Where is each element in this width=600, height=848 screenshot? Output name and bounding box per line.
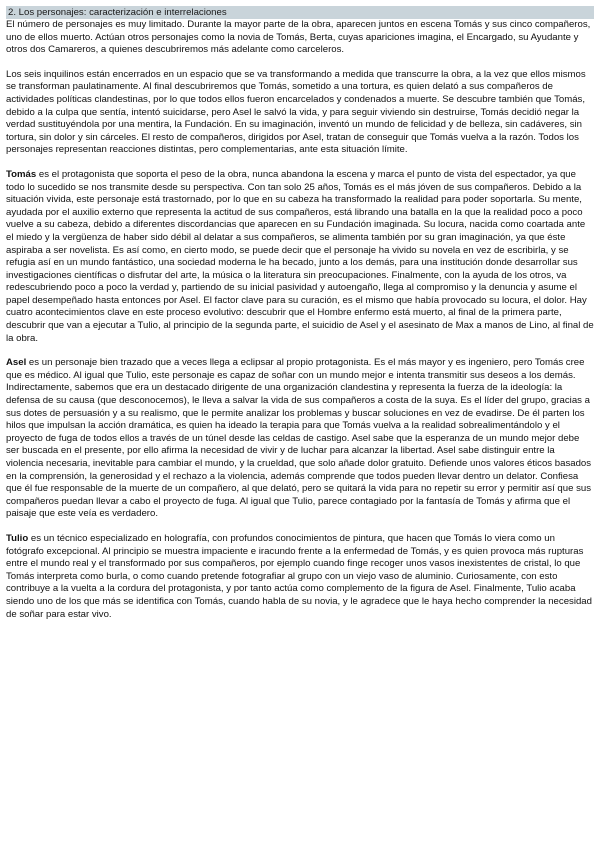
paragraph-text: es el protagonista que soporta el peso de la obra, nunca abandona la escena y marca el punto de vista del espectador, ya que todo lo sucedido se nos transmite desde su perspectiva. Con tan solo 25 años, Tomás es el más jóven de sus compañeros. Debido a la situación vivida, este personaje está trastornado, por lo que en su cabeza ha transformado la realidad para poder soportarla. Su mente, ayudada por el auxilio externo que representa la actitud de sus compañeros, está librando una batalla en la que la realidad poco a poco vuelve a su cabeza, debido a diferentes discordancias que aparecen en su Fundación imaginada. Su locura, nacida como coartada ante el miedo y la vergüenza de haber sido débil al delatar a sus compañeros, se alimenta también por su gran imaginación, ya que éste aspiraba a ser novelista. Es así como, en cierto modo, se puede decir que el personaje ha vivido su novela en vez de escribirla, y se refugia así en un mundo fantástico, una sociedad moderna le ha becado, junto a los demás, para una institución donde desarrollar sus investigaciones científicas o disfrutar del arte, la música o la literatura sin preocupaciones. Finalmente, con la ayuda de los otros, va redescubriendo poco a poco la verdad y, partiendo de su inicial pasividad y autoengaño, llega al compromiso y la denuncia y asume el papel desempeñado hasta entonces por Asel. El factor clave para su curación, es el mismo que había provocado su locura, el dolor. Hay cuatro acontecimientos clave en este proceso evolutivo: descubrir que el Hombre enfermo está muerto, al final de la primera parte, descubrir que van a ejecutar a Tulio, al principio de la segunda parte, el suicidio de Asel y el asesinato de Max a manos de Lino, al final de la obra. — [6, 168, 594, 344]
paragraph-tulio — [6, 533, 594, 621]
paragraph-text: es un técnico especializado en holografía, con profundos conocimientos de pintura, que hacen que Tomás lo viera como un fotógrafo excepcional. Al principio se muestra impaciente e iracundo frente a la enfermedad de Tomás, y es quien provoca más rupturas entre el mundo real y el transformado por sus compañeros, por ejemplo cuando finge recoger unos vasos inexistentes de cristal, lo que Tomás interpreta como burla, o como cuando pretende fotografiar al grupo con un viejo vaso de aluminio. Curiosamente, con esto contribuye a la vuelta a la cordura del protagonista, y por tanto actúa como complemento de la figura de Asel. Finalmente, Tulio acaba siendo uno de los que más se identifica con Tomás, cuando habla de su novia, y le agradece que le haya hecho comprender la necesidad de soñar para estar vivo. — [6, 532, 592, 620]
character-name-asel: Asel — [6, 357, 27, 369]
character-name-tomas: Tomás — [6, 168, 37, 180]
paragraph-tomas — [6, 169, 594, 345]
section-title: 2. Los personajes: caracterización e interrelaciones — [6, 6, 594, 19]
paragraph-asel — [6, 357, 594, 521]
paragraph-text: El número de personajes es muy limitado. Durante la mayor parte de la obra, aparecen juntos en escena Tomás y sus cinco compañeros, uno de ellos muerto. Actúan otros personajes como la novia de Tomás, Berta, cuyas apariciones imagina, el Encargado, su Ayudante y otros dos Camareros, a quienes descubriremos más adelante como carceleros. — [6, 19, 591, 56]
paragraph-text: es un personaje bien trazado que a veces llega a eclipsar al propio protagonista. Es el más mayor y es ingeniero, pero Tomás cree que es médico. Al igual que Tulio, este personaje es capaz de soñar con un mundo mejor e intenta transmitir sus deseos a los demás. Indirectamente, sabemos que era un destacado dirigente de una organización clandestina y representa la fuerza de la ideología: la defensa de su causa (que desconocemos), le lleva a salvar la vida de sus compañeros a costa de la suya. Es el líder del grupo, gracias a sus dotes de persuasión y a su realismo, que le permite analizar los problemas y buscar soluciones en vez de evadirse. De él parten los hilos que impulsan la acción dramática, es quien ha ideado la terapia para que Tomás vuelva a la realidad sobrealimentándolo y el proyecto de fuga de todos ellos a través de un túnel desde las celdas de castigo. Asel sabe que la esperanza de un mundo mejor debe ser buscada en el presente, por ello afirma la necesidad de vivir y de luchar para alcanzar la libertad. Asel sabe distinguir entre la violencia necesaria, inevitable para cambiar el mundo, y la crueldad, que solo añade dolor gratuito. Defiende unos valores éticos basados en la comprensión, la generosidad y el rechazo a la violencia, además comprende que todos pueden llevar dentro un delator. Confiesa que él fue responsable de la muerte de un compañero, al que delató, pero se quitará la vida para no repetir su error y permitir así que sus compañeros puedan llevar a cabo el proyecto de fuga. Al igual que Tulio, parece contagiado por la fantasía de Tomás y afirma que el paisaje que este veía es verdadero. — [6, 357, 592, 520]
character-name-tulio: Tulio — [6, 532, 29, 544]
paragraph-text: Los seis inquilinos están encerrados en un espacio que se va transformando a medida que transcurre la obra, a la vez que ellos mismos se transforman paulatinamente. Al final descubriremos que Tomás, sometido a una tortura, es quien delató a sus compañeros de actividades políticas clandestinas, por lo que todos ellos fueron encarcelados y condenados a muerte. Se descubre también que Tomás, debido a la culpa que sentía, intentó suicidarse, pero Asel le salvó la vida, y para seguir viviendo sin destruirse, Tomás decidió negar la verdad sustituyéndola por una mentira, la Fundación. En su imaginación, inventó un mundo de felicidad y de belleza, sin cadáveres, sin tortura, sin dolor y sin cárceles. El resto de compañeros, dirigidos por Asel, tratan de conseguir que Tomás vuelva a la razón. Todos los personajes representan reacciones distintas, pero complementarias, ante esta situación límite. — [6, 68, 586, 156]
paragraph-intro — [6, 19, 594, 57]
paragraph-inquilinos — [6, 69, 594, 157]
